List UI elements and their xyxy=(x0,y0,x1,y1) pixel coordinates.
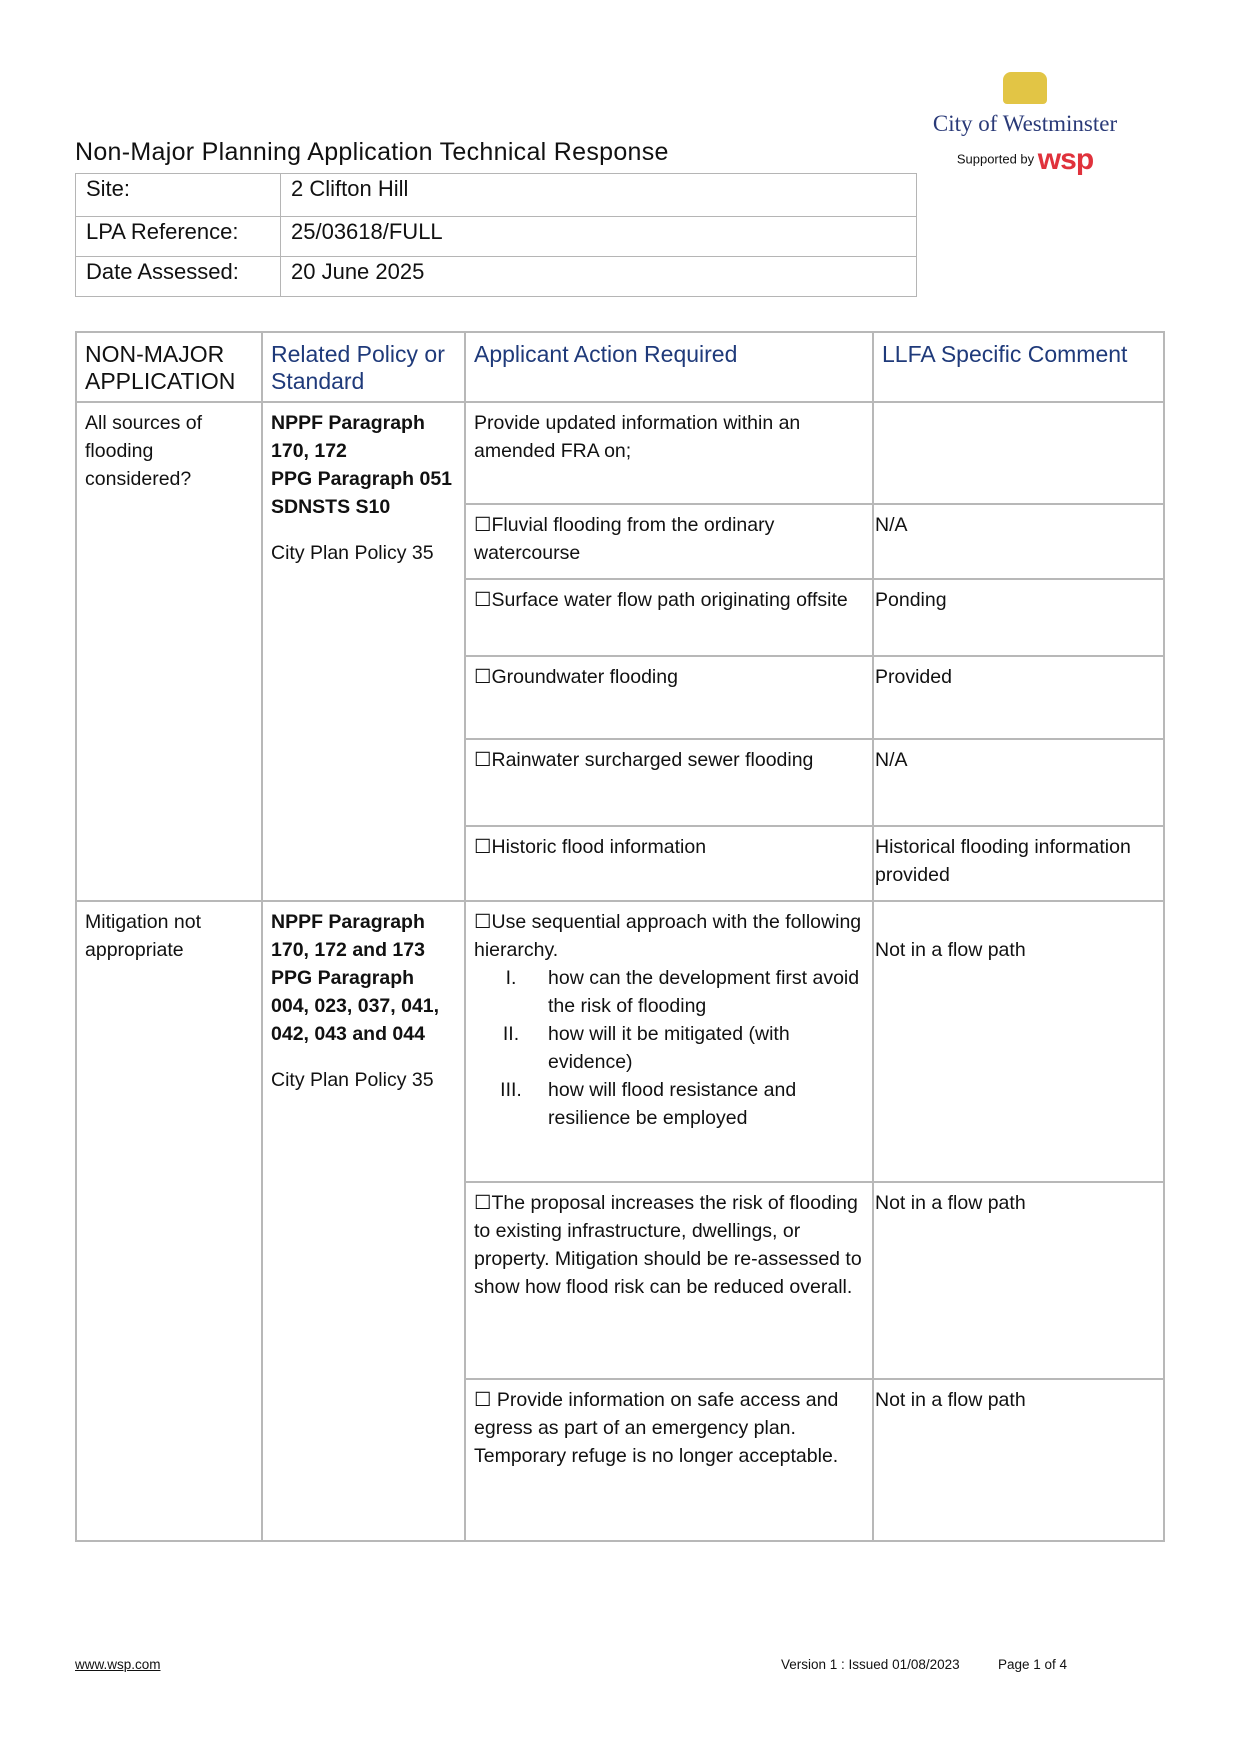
checkbox[interactable]: ☐ xyxy=(474,749,492,771)
policy-ref: City Plan Policy 35 xyxy=(271,542,434,564)
logo xyxy=(920,72,1130,177)
checkbox[interactable]: ☐ xyxy=(474,666,492,688)
policy-ref: SDNSTS S10 xyxy=(271,496,391,518)
comment-cell xyxy=(873,402,1164,504)
list-text: how will flood resistance and resilience be employed xyxy=(548,1079,797,1129)
comment-cell: Historical flooding information provided xyxy=(873,826,1164,901)
wsp-logo: wsp xyxy=(1037,143,1094,176)
page-title: Non-Major Planning Application Technical Response xyxy=(75,138,669,166)
comment-cell: N/A xyxy=(873,739,1164,826)
info-value: 20 June 2025 xyxy=(281,257,917,297)
comment-cell xyxy=(873,901,1164,1182)
comment-cell: Not in a flow path xyxy=(873,1379,1164,1541)
comment-cell: Ponding xyxy=(873,579,1164,656)
action-text: Use sequential approach with the following hierarchy. xyxy=(474,911,862,961)
assessment-table xyxy=(75,331,1165,1542)
list-item xyxy=(474,964,864,1020)
list-number: III. xyxy=(500,1079,522,1101)
action-text: Historic flood information xyxy=(491,836,707,858)
info-label: Date Assessed: xyxy=(76,257,281,297)
action-text: Surface water flow path originating offsite xyxy=(491,589,848,611)
checkbox[interactable]: ☐ xyxy=(474,1192,492,1214)
action-text: Rainwater surcharged sewer flooding xyxy=(491,749,814,771)
checkbox[interactable]: ☐ xyxy=(474,514,492,536)
action-item xyxy=(465,579,873,656)
action-item xyxy=(465,504,873,579)
checkbox[interactable]: ☐ xyxy=(474,836,492,858)
category-cell: Mitigation not appropriate xyxy=(76,901,262,1541)
header-comment: LLFA Specific Comment xyxy=(873,332,1164,402)
info-label: LPA Reference: xyxy=(76,217,281,257)
checkbox[interactable]: ☐ xyxy=(474,911,492,933)
policy-ref: PPG Paragraph 004, 023, 037, 041, 042, 043 and 044 xyxy=(271,967,440,1045)
list-text: how will it be mitigated (with evidence) xyxy=(548,1023,790,1073)
action-item xyxy=(465,826,873,901)
policy-ref: PPG Paragraph 051 xyxy=(271,468,453,490)
policy-ref: NPPF Paragraph 170, 172 xyxy=(271,412,425,462)
list-item xyxy=(474,1076,864,1132)
policy-ref: NPPF Paragraph 170, 172 and 173 xyxy=(271,911,425,961)
info-value: 25/03618/FULL xyxy=(281,217,917,257)
action-text: Provide information on safe access and egress as part of an emergency plan. Temporary refuge is no longer acceptable. xyxy=(474,1389,839,1467)
westminster-crest-icon xyxy=(1003,72,1047,104)
action-text: The proposal increases the risk of flooding to existing infrastructure, dwellings, or property. Mitigation should be re-assessed to show how flood risk can be reduced overall. xyxy=(474,1192,862,1298)
header-policy: Related Policy or Standard xyxy=(262,332,465,402)
comment-cell: Not in a flow path xyxy=(873,1182,1164,1379)
comment-cell: Provided xyxy=(873,656,1164,739)
logo-org: City of Westminster xyxy=(932,111,1118,136)
action-item xyxy=(465,901,873,1182)
site-info-table xyxy=(75,173,917,297)
action-item xyxy=(465,1182,873,1379)
category-cell: All sources of flooding considered? xyxy=(76,402,262,901)
footer-link[interactable]: www.wsp.com xyxy=(75,1657,161,1672)
list-item xyxy=(474,1020,864,1076)
action-text: Groundwater flooding xyxy=(491,666,678,688)
action-intro: Provide updated information within an amended FRA on; xyxy=(465,402,873,504)
policy-ref: City Plan Policy 35 xyxy=(271,1069,434,1091)
checkbox[interactable]: ☐ xyxy=(474,1389,492,1411)
comment-cell: N/A xyxy=(873,504,1164,579)
action-item xyxy=(465,1379,873,1541)
comment-text: Not in a flow path xyxy=(875,939,1026,961)
footer-version: Version 1 : Issued 01/08/2023 xyxy=(781,1657,960,1672)
info-value: 2 Clifton Hill xyxy=(281,174,917,217)
checkbox[interactable]: ☐ xyxy=(474,589,492,611)
policy-cell xyxy=(262,402,465,901)
list-text: how can the development first avoid the risk of flooding xyxy=(548,967,860,1017)
policy-cell xyxy=(262,901,465,1541)
header-category: NON-MAJOR APPLICATION xyxy=(76,332,262,402)
action-text: Fluvial flooding from the ordinary watercourse xyxy=(474,514,775,564)
hierarchy-list xyxy=(474,964,864,1132)
list-number: II. xyxy=(502,1023,520,1045)
logo-supported-by: Supported by xyxy=(956,151,1035,167)
header-action: Applicant Action Required xyxy=(465,332,873,402)
info-label: Site: xyxy=(76,174,281,217)
list-number: I. xyxy=(505,967,517,989)
footer-page: Page 1 of 4 xyxy=(998,1657,1068,1672)
action-item xyxy=(465,656,873,739)
action-item xyxy=(465,739,873,826)
